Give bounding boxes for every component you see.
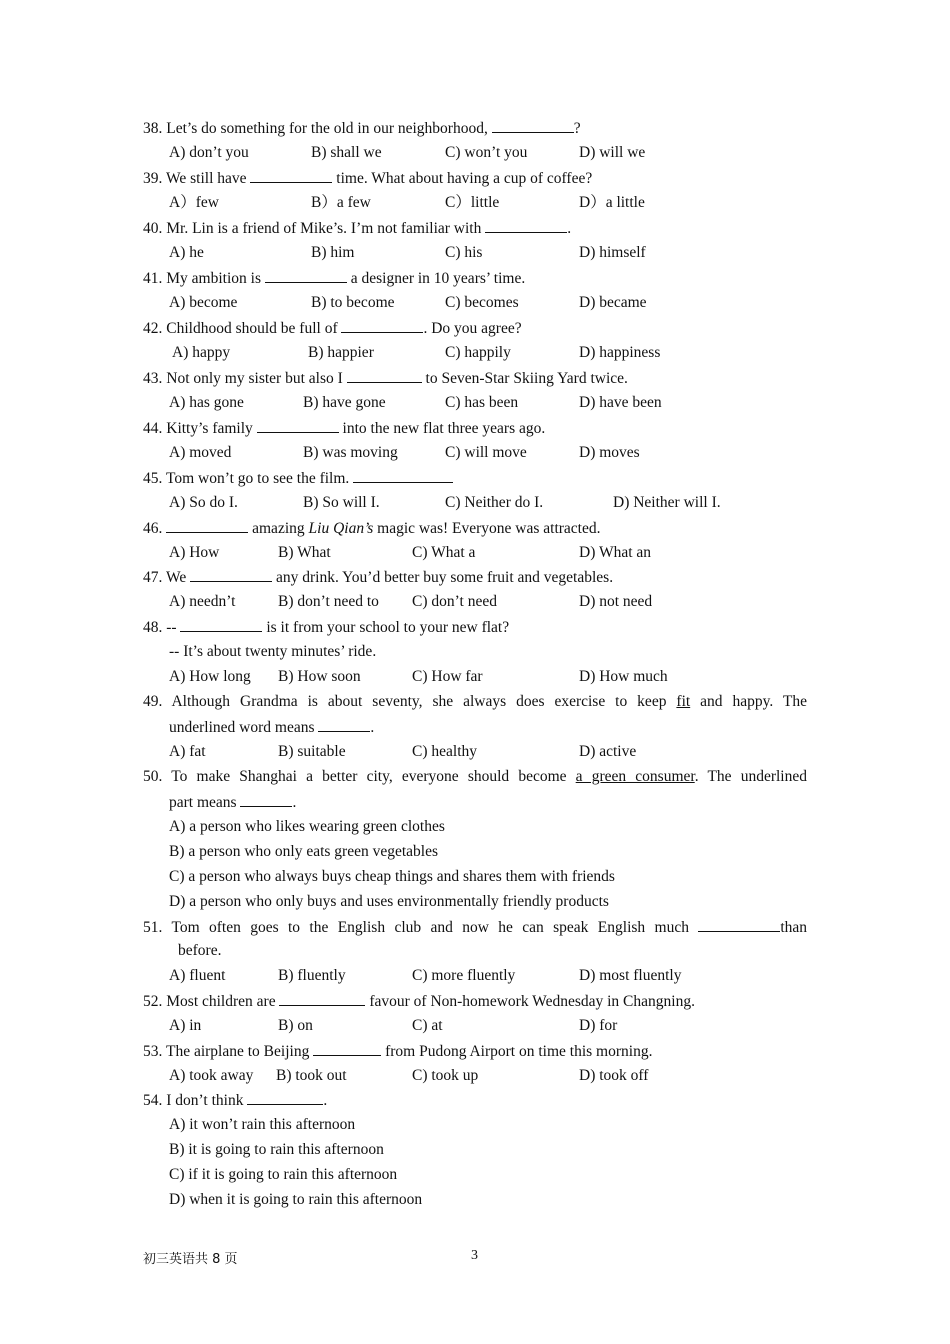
question-text-end: favour of Non-homework Wednesday in Changning. (365, 993, 695, 1010)
question-text: Tom often goes to the English club and now he can speak English much (171, 919, 699, 936)
question-text: Tom won’t go to see the film. (165, 470, 354, 487)
option-a: A) So do I. (169, 494, 238, 511)
question-number: 41. (143, 270, 163, 287)
option-c: C）little (445, 194, 500, 211)
option-b: B) on (278, 1017, 313, 1034)
question-text-end: from Pudong Airport on time this morning. (381, 1043, 653, 1060)
question-39 (143, 168, 592, 189)
option-c: C) becomes (445, 294, 519, 311)
option-b: B) suitable (278, 743, 346, 760)
answer-blank (257, 418, 339, 433)
question-text: We still have (165, 170, 251, 187)
question-49 (143, 692, 807, 712)
option-c: C) his (445, 244, 483, 261)
answer-blank (485, 218, 567, 233)
question-51-line2: before. (178, 942, 222, 959)
option-c: C) will move (445, 444, 527, 461)
question-text-end: into the new flat three years ago. (338, 420, 546, 437)
question-53 (143, 1041, 652, 1062)
question-number: 45. (143, 470, 163, 487)
question-text: We (165, 569, 191, 586)
answer-blank (492, 118, 574, 133)
option-c: C) took up (412, 1067, 479, 1084)
answer-blank (341, 318, 423, 333)
question-number: 44. (143, 420, 163, 437)
question-number: 53. (143, 1043, 163, 1060)
dialogue-reply: -- It’s about twenty minutes’ ride. (169, 643, 377, 660)
option-b: B) to become (311, 294, 395, 311)
option-d: D) How much (579, 668, 668, 685)
question-50-line2 (169, 792, 296, 813)
question-41 (143, 268, 525, 289)
question-text: amazing (248, 520, 309, 537)
option-c: C) a person who always buys cheap things and shares them with friends (169, 868, 615, 885)
option-c: C) don’t need (412, 593, 497, 610)
option-d: D) Neither will I. (613, 494, 721, 511)
answer-blank (347, 368, 422, 383)
option-c: C) How far (412, 668, 483, 685)
option-d: D) himself (579, 244, 646, 261)
question-text-end: . (323, 1092, 328, 1109)
option-a: A) has gone (169, 394, 244, 411)
option-d: D) a person who only buys and uses environmentally friendly products (169, 893, 609, 910)
option-a: A) happy (172, 344, 231, 361)
question-text: -- (166, 619, 181, 636)
question-text: Childhood should be full of (166, 320, 342, 337)
question-46 (143, 518, 601, 539)
underlined-word: fit (676, 693, 691, 710)
option-b: B) took out (276, 1067, 347, 1084)
question-text-end: magic was! Everyone was attracted. (373, 520, 601, 537)
question-text: Not only my sister but also I (166, 370, 347, 387)
option-c: C) if it is going to rain this afternoon (169, 1166, 398, 1183)
answer-blank (166, 518, 248, 533)
option-b: B) was moving (303, 444, 398, 461)
page-number: 3 (471, 1248, 478, 1263)
answer-blank (313, 1041, 381, 1056)
option-c: C) healthy (412, 743, 477, 760)
question-47 (143, 567, 613, 588)
question-number: 46. (143, 520, 163, 537)
question-52 (143, 991, 695, 1012)
question-text: underlined word means (169, 719, 319, 736)
answer-blank (240, 792, 292, 807)
answer-blank (180, 617, 262, 632)
question-italic-name: Liu Qian’s (308, 520, 374, 537)
option-c: C) What a (412, 544, 476, 561)
option-a: A) it won’t rain this afternoon (169, 1116, 356, 1133)
question-text-end: than (780, 919, 807, 936)
option-c: C) Neither do I. (445, 494, 544, 511)
option-b: B) How soon (278, 668, 361, 685)
question-text: I don’t think (166, 1092, 248, 1109)
question-45 (143, 468, 453, 489)
option-c: C) more fluently (412, 967, 516, 984)
option-d: D) became (579, 294, 647, 311)
question-text: Mr. Lin is a friend of Mike’s. I’m not familiar with (166, 220, 486, 237)
question-text: Most children are (166, 993, 280, 1010)
option-d: D) have been (579, 394, 662, 411)
footer-course-label: 初三英语共 8 页 (143, 1252, 238, 1267)
question-number: 48. (143, 619, 163, 636)
option-a: A) fluent (169, 967, 226, 984)
question-number: 51. (143, 919, 163, 936)
option-a: A) moved (169, 444, 232, 461)
option-a: A) How (169, 544, 220, 561)
option-c: C) at (412, 1017, 443, 1034)
option-b: B) have gone (303, 394, 386, 411)
option-a: A) needn’t (169, 593, 236, 610)
answer-blank (250, 168, 332, 183)
question-text: The airplane to Beijing (165, 1043, 314, 1060)
answer-blank (279, 991, 365, 1006)
question-number: 47. (143, 569, 163, 586)
question-42 (143, 318, 522, 339)
option-b: B) So will I. (303, 494, 380, 511)
question-text-end: is it from your school to your new flat? (262, 619, 510, 636)
question-text: part means (169, 794, 241, 811)
question-number: 40. (143, 220, 163, 237)
option-b: B) What (278, 544, 331, 561)
question-text: To make Shanghai a better city, everyone should become (171, 768, 576, 785)
question-text: Kitty’s family (166, 420, 257, 437)
question-50 (143, 767, 807, 787)
question-49-line2 (169, 717, 374, 738)
question-text: My ambition is (166, 270, 265, 287)
option-a: A) a person who likes wearing green clothes (169, 818, 445, 835)
option-c: C) won’t you (445, 144, 528, 161)
question-40 (143, 218, 571, 239)
answer-blank (318, 717, 370, 732)
question-51 (143, 917, 807, 938)
question-43 (143, 368, 628, 389)
option-a: A) How long (169, 668, 251, 685)
question-number: 50. (143, 768, 163, 785)
option-c: C) happily (445, 344, 511, 361)
option-b: B）a few (311, 194, 371, 211)
answer-blank (247, 1090, 323, 1105)
question-number: 54. (143, 1092, 163, 1109)
option-b: B) don’t need to (278, 593, 379, 610)
question-text-end: and happy. The (690, 693, 807, 710)
option-d: D) active (579, 743, 637, 760)
question-text-end: ? (573, 120, 581, 137)
option-b: B) fluently (278, 967, 346, 984)
question-text-end: . Do you agree? (423, 320, 522, 337)
option-d: D) most fluently (579, 967, 682, 984)
option-c: C) has been (445, 394, 519, 411)
option-b: B) happier (308, 344, 374, 361)
question-number: 42. (143, 320, 163, 337)
question-number: 38. (143, 120, 163, 137)
option-b: B) a person who only eats green vegetables (169, 843, 439, 860)
option-d: D) not need (579, 593, 653, 610)
question-number: 39. (143, 170, 163, 187)
option-b: B) it is going to rain this afternoon (169, 1141, 384, 1158)
option-a: A) he (169, 244, 204, 261)
option-a: A) took away (169, 1067, 254, 1084)
option-a: A) don’t you (169, 144, 249, 161)
question-text-end: . (370, 719, 375, 736)
option-b: B) shall we (311, 144, 382, 161)
option-d: D) for (579, 1017, 618, 1034)
answer-blank (698, 917, 780, 932)
question-number: 49. (143, 693, 163, 710)
answer-blank (353, 468, 453, 483)
question-number: 43. (143, 370, 163, 387)
question-44 (143, 418, 545, 439)
option-b: B) him (311, 244, 355, 261)
option-a: A) fat (169, 743, 206, 760)
question-text-end: time. What about having a cup of coffee? (332, 170, 593, 187)
answer-blank (190, 567, 272, 582)
question-text-end: to Seven-Star Skiing Yard twice. (421, 370, 628, 387)
question-38 (143, 118, 581, 139)
question-text: Although Grandma is about seventy, she always does exercise to keep (171, 693, 677, 710)
option-a: A）few (169, 194, 219, 211)
question-text-end: . (292, 794, 297, 811)
option-d: D) when it is going to rain this afternoon (169, 1191, 423, 1208)
question-number: 52. (143, 993, 163, 1010)
option-a: A) become (169, 294, 238, 311)
option-a: A) in (169, 1017, 202, 1034)
option-d: D) What an (579, 544, 652, 561)
option-d: D) took off (579, 1067, 649, 1084)
option-d: D) moves (579, 444, 640, 461)
question-54 (143, 1090, 327, 1111)
option-d: D) will we (579, 144, 646, 161)
question-text-end: a designer in 10 years’ time. (346, 270, 526, 287)
underlined-phrase: a green consumer (575, 768, 695, 785)
answer-blank (265, 268, 347, 283)
question-48 (143, 617, 509, 638)
question-text: Let’s do something for the old in our neighborhood, (166, 120, 492, 137)
question-text-end: . (567, 220, 572, 237)
option-d: D）a little (579, 194, 645, 211)
option-d: D) happiness (579, 344, 661, 361)
question-text-end: any drink. You’d better buy some fruit and vegetables. (272, 569, 614, 586)
question-text-end: . The underlined (694, 768, 807, 785)
